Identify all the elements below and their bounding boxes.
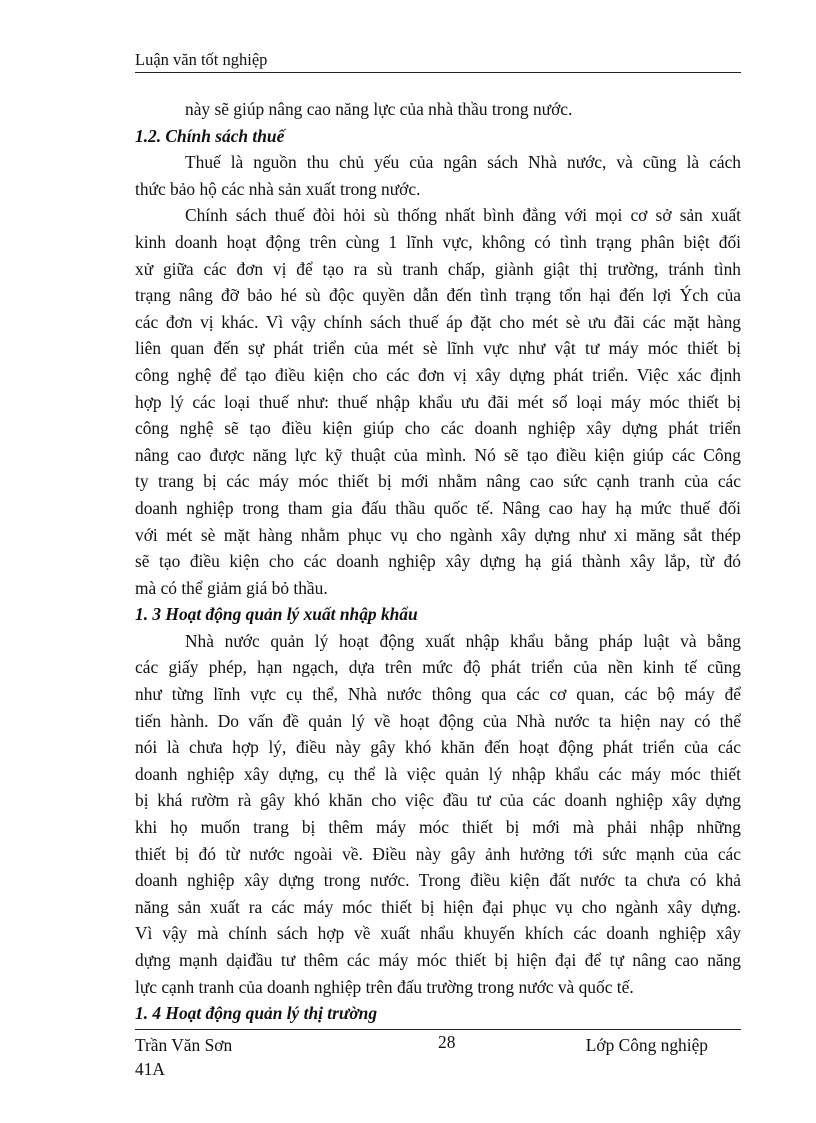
footer-author: Trần Văn Sơn (135, 1035, 233, 1055)
page-footer (135, 1029, 741, 1090)
text-line: Thuế là nguồn thu chủ yếu của ngân sách Nhà nước, và cũng là cách (185, 152, 741, 173)
text-line: doanh nghiệp xây dựng, cụ thể là việc quản lý nhập khẩu các máy móc thiết (135, 763, 741, 784)
footer-class-name: Lớp Công nghiệp (585, 1035, 708, 1055)
text-line: công nghệ sẽ tạo điều kiện giúp cho các doanh nghiệp xây dựng phát triển (135, 418, 741, 439)
text-line: tiến hành. Do vấn đề quản lý về hoạt động của Nhà nước ta hiện nay có thể (135, 710, 741, 731)
page-header (135, 48, 741, 73)
text-line: mà có thể giảm giá bỏ thầu. (135, 577, 328, 598)
text-line: với mét sè mặt hàng nhằm phục vụ cho ngành xây dựng như xi măng sắt thép (135, 524, 741, 545)
text-line: nói là chưa hợp lý, điều này gây khó khăn đến hoạt động phát triển của các (135, 737, 741, 758)
text-line: kinh doanh hoạt động trên cùng 1 lĩnh vực, không có tình trạng phân biệt đối (135, 231, 741, 252)
text-line: bị khá rườm rà gây khó khăn cho việc đầu tư của các doanh nghiệp xây dựng (135, 790, 741, 811)
page-number: 28 (438, 1032, 456, 1052)
text-line: Nhà nước quản lý hoạt động xuất nhập khẩu bằng pháp luật và bằng (185, 630, 741, 651)
text-line: trạng nâng đỡ bảo hé sù độc quyền dẫn đến tình trạng tổn hại đến lợi Ých của (135, 285, 741, 306)
text-line: công nghệ để tạo điều kiện cho các đơn vị xây dựng phát triển. Việc xác định (135, 364, 741, 385)
text-line: khi họ muốn trang bị thêm máy móc thiết bị mới mà phải nhập những (135, 817, 741, 838)
text-line: ty trang bị các máy móc thiết bị mới nhằm nâng cao sức cạnh tranh của các (135, 471, 741, 492)
text-line: các giấy phép, hạn ngạch, dựa trên mức độ phát triển của nền kinh tế cũng (135, 657, 741, 678)
text-line: Vì vậy mà chính sách hợp về xuất nhẩu khuyến khích các doanh nghiệp xây (135, 923, 741, 944)
footer-class-code: 41A (135, 1059, 165, 1079)
text-line: như từng lĩnh vực cụ thể, Nhà nước thông qua các cơ quan, các bộ máy để (135, 684, 741, 705)
text-line: xử giữa các đơn vị để tạo ra sù tranh chấp, giành giật thị trường, tránh tình (135, 258, 741, 279)
section-heading: 1. 3 Hoạt động quản lý xuất nhập khẩu (135, 604, 418, 625)
document-body (135, 96, 741, 1027)
text-line: thiết bị đó từ nước ngoài về. Điều này gây ảnh hưởng tới sức mạnh của các (135, 843, 741, 864)
text-line: doanh nghiệp trong tham gia đấu thầu quốc tế. Nâng cao hay hạ mức thuế đối (135, 497, 741, 518)
section-heading: 1.2. Chính sách thuế (135, 125, 285, 146)
text-line: dựng mạnh dạiđầu tư thêm các máy móc thiết bị hiện đại để tự nâng cao năng (135, 950, 741, 970)
text-line: năng sản xuất ra các máy móc thiết bị hiện đại phục vụ cho ngành xây dựng. (135, 896, 741, 917)
text-line: sẽ tạo điều kiện cho các doanh nghiệp xây dựng hạ giá thành xây lắp, từ đó (135, 551, 741, 572)
text-line: các đơn vị khác. Vì vậy chính sách thuế áp đặt cho mét sè ưu đãi các mặt hàng (135, 311, 741, 332)
text-line: doanh nghiệp xây dựng trong nước. Trong điều kiện đất nước ta chưa có khả (135, 870, 741, 891)
text-line: hợp lý các loại thuế như: thuế nhập khẩu ưu đãi mét số loại máy móc thiết bị (135, 391, 741, 412)
header-title: Luận văn tốt nghiệp (135, 50, 268, 69)
text-line: nâng cao được năng lực kỹ thuật của mình. Nó sẽ tạo điều kiện giúp các Công (135, 444, 741, 465)
text-line: Chính sách thuế đòi hỏi sù thống nhất bình đẳng với mọi cơ sở sản xuất (185, 205, 741, 226)
text-line: liên quan đến sự phát triển của mét sè lĩnh vực như vật tư máy móc thiết bị (135, 338, 741, 359)
text-line: này sẽ giúp nâng cao năng lực của nhà thầu trong nước. (185, 99, 573, 119)
text-line: lực cạnh tranh của doanh nghiệp trên đấu trường trong nước và quốc tế. (135, 976, 634, 997)
text-line: thức bảo hộ các nhà sản xuất trong nước. (135, 178, 421, 199)
section-heading: 1. 4 Hoạt động quản lý thị trường (135, 1003, 378, 1024)
